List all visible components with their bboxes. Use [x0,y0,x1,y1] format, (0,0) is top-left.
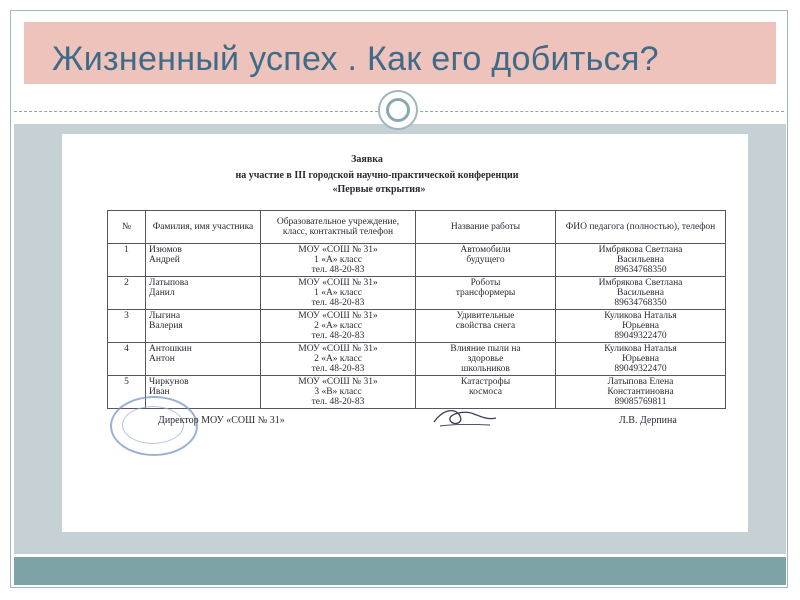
work-title-line: Катастрофы [460,377,511,387]
row-number: 3 [108,310,146,343]
column-header: Образовательное учреждение, класс, контактный телефон [261,211,416,244]
teacher-info [556,376,726,409]
participant-name [146,277,261,310]
school-info [261,244,416,277]
table-row [108,343,726,376]
teacher-info-line: 89634768350 [614,265,667,275]
school-info-line: 1 «А» класс [314,288,362,298]
school-info-line: тел. 48-20-83 [311,331,365,341]
document-heading: Заявка [351,154,383,165]
school-info [261,310,416,343]
column-header: Фамилия, имя участника [146,211,261,244]
participant-name-line: Чиркунов [149,377,189,387]
teacher-info-line: Куликова Наталья [604,311,677,321]
school-info-line: МОУ «СОШ № 31» [298,344,378,354]
table-row [108,277,726,310]
conference-name: «Первые открытия» [332,184,426,195]
teacher-info-line: Васильевна [617,288,664,298]
school-info-line: МОУ «СОШ № 31» [298,377,378,387]
school-info-line: 3 «В» класс [314,387,362,397]
teacher-info [556,343,726,376]
work-title-line: свойства снега [455,321,516,331]
teacher-info-line: Имбрякова Светлана [598,278,683,288]
teacher-info [556,310,726,343]
teacher-info-line: Куликова Наталья [604,344,677,354]
participant-name-line: Валерия [149,321,183,331]
participant-name-line: Иван [149,387,170,397]
participant-name [146,244,261,277]
work-title-line: Автомобили [460,245,511,255]
teacher-info-line: Юрьевна [622,321,659,331]
school-info [261,343,416,376]
work-title-line: трансформеры [455,288,516,298]
circle-ornament-ring [386,98,410,122]
work-title-line: космоса [469,387,502,397]
school-info-line: МОУ «СОШ № 31» [298,278,378,288]
teacher-info-line: Васильевна [617,255,664,265]
slide-title: Жизненный успех . Как его добиться? [52,40,659,78]
school-info-line: тел. 48-20-83 [311,364,365,374]
work-title [416,244,556,277]
teacher-info [556,244,726,277]
application-table [107,210,726,409]
row-number: 1 [108,244,146,277]
teacher-info [556,277,726,310]
school-info-line: МОУ «СОШ № 31» [298,245,378,255]
row-number: 4 [108,343,146,376]
teacher-info-line: 89049322470 [614,364,667,374]
table-row [108,244,726,277]
school-info-line: 2 «А» класс [314,321,362,331]
signature-icon [430,402,500,432]
participant-name-line: Антошкин [149,344,192,354]
column-header: ФИО педагога (полностью), телефон [556,211,726,244]
teacher-info-line: Юрьевна [622,354,659,364]
participant-name-line: Андрей [149,255,180,265]
work-title [416,343,556,376]
work-title-line: Удивительные [456,311,515,321]
participant-name [146,343,261,376]
director-name: Л.В. Дерпина [619,415,677,426]
work-title-line: школьников [461,364,510,374]
school-info [261,277,416,310]
school-info-line: МОУ «СОШ № 31» [298,311,378,321]
participant-name-line: Изюмов [149,245,182,255]
teacher-info-line: 89634768350 [614,298,667,308]
school-info-line: 2 «А» класс [314,354,362,364]
director-label: Директор МОУ «СОШ № 31» [158,415,285,426]
school-info-line: тел. 48-20-83 [311,265,365,275]
row-number: 2 [108,277,146,310]
participant-name-line: Данил [149,288,175,298]
stamp-seal [110,396,198,456]
work-title-line: здоровье [467,354,504,364]
participant-name [146,310,261,343]
work-title-line: Влияние пыли на [450,344,521,354]
participant-name-line: Лыгина [149,311,181,321]
scanned-document [62,134,748,532]
teacher-info-line: 89049322470 [614,331,667,341]
work-title [416,310,556,343]
school-info-line: тел. 48-20-83 [311,298,365,308]
circle-ornament-icon [378,90,418,130]
column-header: Название работы [416,211,556,244]
table-row [108,376,726,409]
bottom-band [14,557,786,585]
work-title-line: будущего [466,255,505,265]
table-header-row [108,211,726,244]
column-header: № [108,211,146,244]
teacher-info-line: Имбрякова Светлана [598,245,683,255]
school-info [261,376,416,409]
teacher-info-line: Латыпова Елена [607,377,674,387]
teacher-info-line: Константиновна [607,387,674,397]
work-title [416,277,556,310]
table-row [108,310,726,343]
school-info-line: тел. 48-20-83 [311,397,365,407]
document-subheading: на участие в III городской научно-практической конференции [235,170,519,181]
row-number: 5 [108,376,146,409]
participant-name-line: Антон [149,354,175,364]
school-info-line: 1 «А» класс [314,255,362,265]
work-title-line: Роботы [470,278,501,288]
participant-name-line: Латыпова [149,278,189,288]
teacher-info-line: 89085769811 [614,397,667,407]
